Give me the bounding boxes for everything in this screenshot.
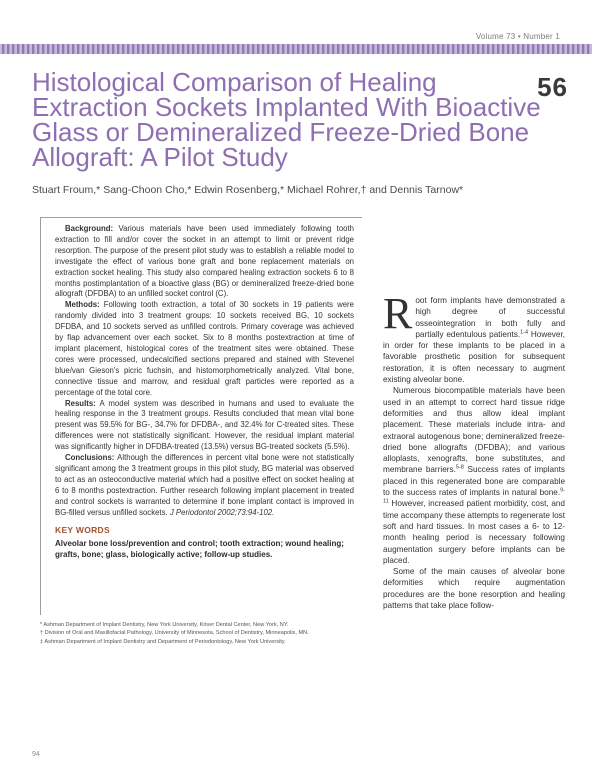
abstract-results-heading: Results:	[65, 398, 96, 408]
body-text: However, in order for these implants to be placed in a favorable prosthetic position for subsequent restoration, it is often necessary to augment existing alveolar bone.	[383, 329, 565, 385]
abstract-box	[40, 217, 362, 615]
abstract-conclusions	[55, 453, 354, 518]
article-number: 56	[537, 72, 568, 102]
abstract-conclusions-text: Although the differences in percent vital bone were not statistically significant among the 3 treatment groups in this pilot study, BG material was observed to act as an osteoconductive material which had a positive effect on socket healing at 6 to 8 months postextraction. Further research following implant placement in treated and control sockets is warranted to determine if bone implant contact is improved in BG-filled versus unfilled sockets.	[55, 453, 354, 517]
body-text: Numerous biocompatible materials have been used in an attempt to correct hard tissue ridge deformities and thus allow ideal implant placement. These materials include intra- and extraoral autogenous bone; demineralized freeze-dried bone allografts (DFDBA); and various alloplasts, xenografts, bone substitutes, and membrane barriers.	[383, 386, 565, 475]
abstract-background-text: Various materials have been used immediately following tooth extraction to fill and/or cover the socket in an attempt to limit or prevent ridge resorption. The purpose of the present pilot study was to establish a reliable model to investigate the effect of various bone graft and bone replacement materials on extraction socket healing. This study also compared healing extraction sockets 6 to 8 months postimplantation of a bioactive glass (BG) or demineralized freeze-dried bone allograft (DFDBA) to an unfilled socket control (C).	[55, 224, 354, 299]
volume-issue-label: Volume 73 • Number 1	[475, 32, 560, 41]
journal-citation: J Periodontol 2002;73:94-102.	[169, 507, 275, 517]
article-title: Histological Comparison of Healing Extraction Sockets Implanted With Bioactive Glass or Demineralized Freeze-Dried Bone Allograft: A Pilot Study	[32, 67, 541, 172]
abstract-background-heading: Background:	[65, 224, 114, 233]
reference-superscript: 5-8	[455, 464, 464, 471]
body-paragraph	[383, 385, 565, 566]
body-paragraph	[383, 289, 565, 385]
abstract-results	[55, 399, 354, 454]
reference-superscript: 1-4	[520, 329, 529, 336]
keywords-heading: KEY WORDS	[55, 525, 110, 536]
abstract-methods-text: Following tooth extraction, a total of 30 sockets in 19 patients were randomly divided into 3 treatment groups: 10 sockets received BG, 10 sockets DFDBA, and 10 sockets served as unfilled controls. Primary coverage was achieved by flap advancement over each socket. Six to 8 months postextraction at time of implant placement, histological cores of the treatment sites were obtained. These cores were processed, undecalcified sections prepared and stained with Stevenel blue/van Gieson's picric fuchsin, and histomorphometrically analyzed. Vital bone, connective tissue and marrow, and residual graft particles were reported as a percentage of the total core.	[55, 300, 354, 397]
drop-cap: R	[383, 289, 413, 338]
abstract-conclusions-heading: Conclusions:	[65, 453, 115, 463]
footnote: ‡ Ashman Department of Implant Dentistry and Department of Periodontology, New York University.	[40, 638, 286, 645]
affiliation-footnotes	[40, 622, 362, 647]
reference-superscript: 9-11	[383, 487, 565, 505]
footnote: † Division of Oral and Maxillofacial Pathology, University of Minnesota, School of Dentistry, Minneapolis, MN.	[40, 630, 309, 637]
abstract-background	[55, 224, 354, 300]
footnote: * Ashman Department of Implant Dentistry, New York University, Kriser Dental Center, New York, NY.	[40, 622, 289, 628]
body-paragraph: Some of the main causes of alveolar bone deformities which require augmentation procedures are the bone resorption and healing patterns that take place follow-	[383, 567, 565, 611]
author-list: Stuart Froum,* Sang-Choon Cho,* Edwin Rosenberg,* Michael Rohrer,† and Dennis Tarnow*	[32, 184, 464, 196]
body-text: However, increased patient morbidity, cost, and time accompany these attempts to regenerate lost soft and hard tissues. In most cases a 6- to 12-month healing period is necessary following augmentation surgery before implants can be placed.	[383, 499, 565, 565]
page-number: 94	[32, 751, 40, 758]
header-color-bar	[0, 44, 592, 54]
abstract-methods-heading: Methods:	[65, 300, 100, 310]
abstract-results-text: A model system was described in humans and used to evaluate the healing response in the 3 treatment groups. Results concluded that mean vital bone present was 59.5% for BG-, 34.7% for DFDBA-, and 32.4% for C-treated sites. These differences were not statistically significant. However, the residual implant material was significantly higher in DFDBA-treated (13.5%) versus BG-treated sockets (5.5%).	[55, 398, 354, 452]
keywords-text: Alveolar bone loss/prevention and control; tooth extraction; wound healing; grafts, bone; glass, biologically active; follow-up studies.	[55, 539, 344, 560]
body-text: Success rates of implants placed in this regenerated bone are comparable to the success rates of implants in natural bone.	[383, 465, 566, 498]
body-text: oot form implants have demonstrated a high degree of successful osseointegration in both fully and partially edentulous patients.	[415, 296, 565, 339]
body-text-column	[383, 289, 566, 611]
abstract-methods	[55, 300, 354, 398]
